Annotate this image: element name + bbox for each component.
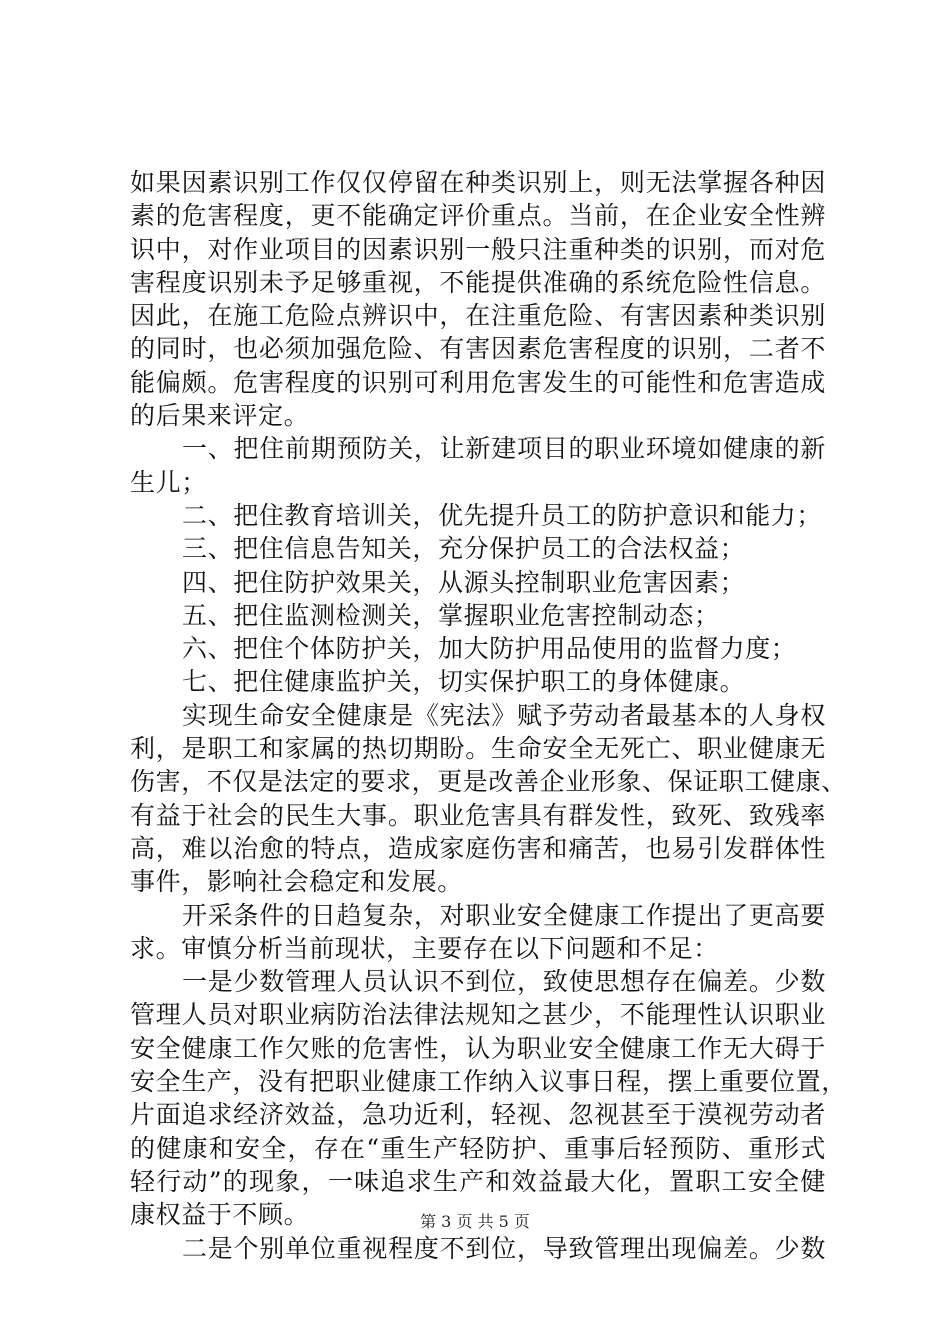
text-line: 二是个别单位重视程度不到位，导致管理出现偏差。少数 (182, 1233, 826, 1263)
text-line: 四、把住防护效果关，从源头控制职业危害因素； (182, 567, 746, 597)
text-line: 轻行动”的现象，一味追求生产和效益最大化，置职工安全健 (130, 1166, 826, 1196)
text-line: 实现生命安全健康是《宪法》赋予劳动者最基本的人身权 (182, 700, 826, 730)
text-line: 一是少数管理人员认识不到位，致使思想存在偏差。少数 (182, 967, 826, 997)
text-line: 因此，在施工危险点辨识中，在注重危险、有害因素种类识别 (130, 301, 826, 331)
text-line: 素的危害程度，更不能确定评价重点。当前，在企业安全性辨 (130, 201, 826, 231)
text-line: 害程度识别未予足够重视，不能提供准确的系统危险性信息。 (130, 267, 826, 297)
text-line: 能偏颇。危害程度的识别可利用危害发生的可能性和危害造成 (130, 367, 826, 397)
text-line: 五、把住监测检测关，掌握职业危害控制动态； (182, 600, 720, 630)
text-line: 管理人员对职业病防治法律法规知之甚少，不能理性认识职业 (130, 1000, 826, 1030)
page-footer: 第 3 页 共 5 页 (420, 1212, 530, 1231)
text-line: 安全生产，没有把职业健康工作纳入议事日程，摆上重要位置， (130, 1067, 847, 1097)
text-line: 求。审慎分析当前现状，主要存在以下问题和不足： (130, 933, 719, 963)
text-line: 康权益于不顾。 (130, 1200, 310, 1230)
text-line: 高，难以治愈的特点，造成家庭伤害和痛苦，也易引发群体性 (130, 833, 826, 863)
text-line: 二、把住教育培训关，优先提升员工的防护意识和能力； (182, 500, 823, 530)
text-line: 安全健康工作欠账的危害性，认为职业安全健康工作无大碍于 (130, 1033, 826, 1063)
text-line: 的健康和安全，存在“重生产轻防护、重事后轻预防、重形式 (130, 1133, 826, 1163)
text-line: 利，是职工和家属的热切期盼。生命安全无死亡、职业健康无 (130, 734, 826, 764)
text-line: 片面追求经济效益，急功近利，轻视、忽视甚至于漠视劳动者 (130, 1100, 826, 1130)
text-line: 七、把住健康监护关，切实保护职工的身体健康。 (182, 667, 746, 697)
text-line: 一、把住前期预防关，让新建项目的职业环境如健康的新 (182, 434, 826, 464)
text-line: 三、把住信息告知关，充分保护员工的合法权益； (182, 534, 746, 564)
document-body (130, 166, 847, 1265)
text-line: 如果因素识别工作仅仅停留在种类识别上，则无法掌握各种因 (130, 168, 826, 197)
text-line: 的后果来评定。 (130, 401, 310, 431)
text-line: 生儿； (130, 467, 207, 497)
text-line: 六、把住个体防护关，加大防护用品使用的监督力度； (182, 634, 797, 664)
text-line: 伤害，不仅是法定的要求，更是改善企业形象、保证职工健康、 (130, 767, 847, 797)
text-line: 开采条件的日趋复杂，对职业安全健康工作提出了更高要 (182, 900, 826, 930)
text-line: 有益于社会的民生大事。职业危害具有群发性，致死、致残率 (130, 800, 826, 830)
text-line: 的同时，也必须加强危险、有害因素危害程度的识别，二者不 (130, 334, 826, 364)
text-line: 识中，对作业项目的因素识别一般只注重种类的识别，而对危 (130, 234, 826, 264)
text-line: 事件，影响社会稳定和发展。 (130, 867, 463, 897)
